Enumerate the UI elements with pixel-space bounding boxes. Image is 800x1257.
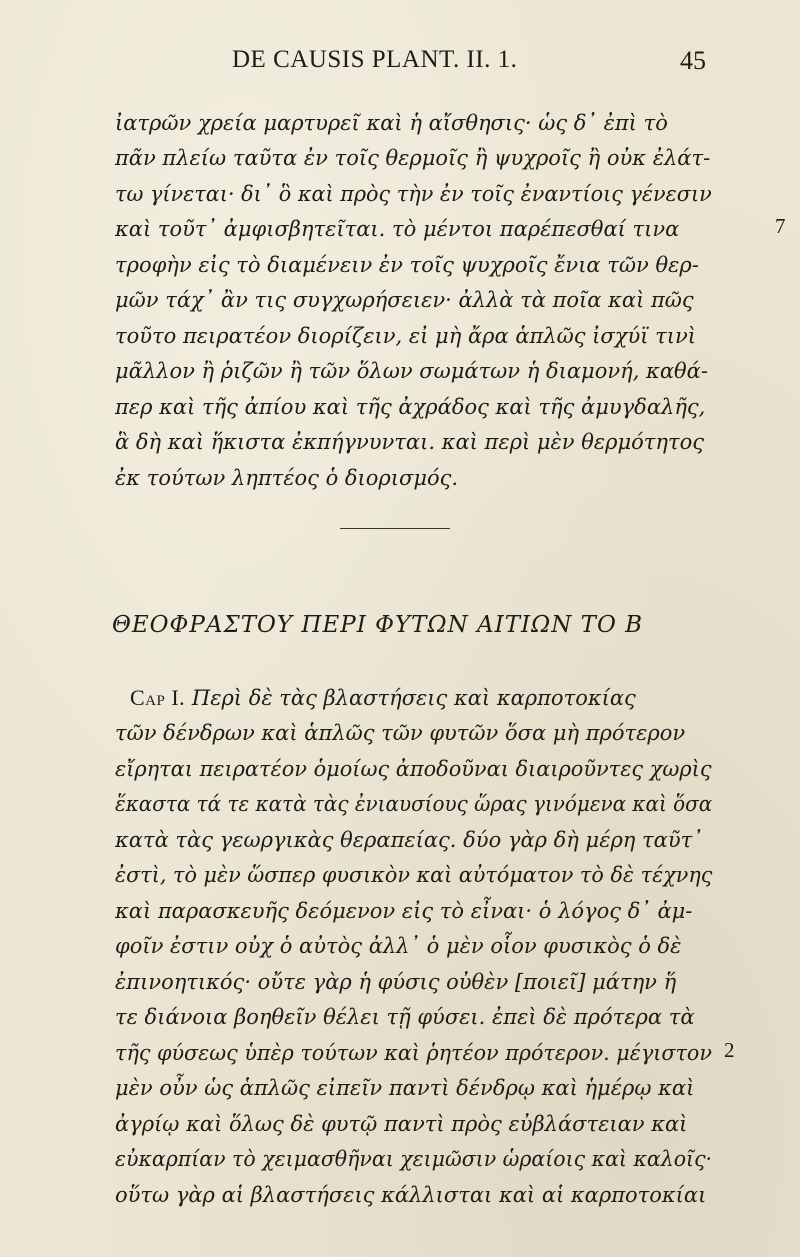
text-line: οὕτω γὰρ αἱ βλαστήσεις κάλλισται καὶ αἱ καρποτοκίαι: [115, 1183, 707, 1207]
text-line: καὶ τοῦτ᾽ ἀμφισβητεῖται. τὸ μέντοι παρέπεσθαί τινα: [115, 217, 680, 241]
text-line: εὐκαρπίαν τὸ χειμασθῆναι χειμῶσιν ὡραίοις καὶ καλοῖς·: [115, 1147, 713, 1171]
text-line: φοῖν ἐστιν οὐχ ὁ αὐτὸς ἀλλ᾽ ὁ μὲν οἷον φυσικὸς ὁ δὲ: [115, 934, 682, 958]
text-line: μῶν τάχ᾽ ἂν τις συγχωρήσειεν· ἀλλὰ τὰ ποῖα καὶ πῶς: [115, 288, 694, 312]
text-line: εἴρηται πειρατέον ὁμοίως ἀποδοῦναι διαιροῦντες χωρὶς: [115, 757, 712, 781]
text-line: κατὰ τὰς γεωργικὰς θεραπείας. δύο γὰρ δὴ μέρη ταῦτ᾽: [115, 828, 703, 852]
margin-section-number: 2: [724, 1038, 735, 1062]
text-line: πᾶν πλείω ταῦτα ἐν τοῖς θερμοῖς ἢ ψυχροῖς ἢ οὐκ ἐλάτ-: [115, 146, 711, 170]
text-line: καὶ παρασκευῆς δεόμενον εἰς τὸ εἶναι· ὁ λόγος δ᾽ ἀμ-: [115, 899, 693, 923]
text-line: τε διάνοια βοηθεῖν θέλει τῇ φύσει. ἐπεὶ δὲ πρότερα τὰ: [115, 1005, 695, 1029]
text-line: τῆς φύσεως ὑπὲρ τούτων καὶ ῥητέον πρότερον. μέγιστον: [115, 1041, 712, 1065]
text-line: Περὶ δὲ τὰς βλαστήσεις καὶ καρποτοκίας: [191, 686, 636, 710]
text-line: ἐπινοητικός· οὔτε γὰρ ἡ φύσις οὐθὲν [ποιεῖ] μάτην ἥ: [115, 970, 677, 994]
text-line: ἰατρῶν χρεία μαρτυρεῖ καὶ ἡ αἴσθησις· ὡς δ᾽ ἐπὶ τὸ: [115, 111, 668, 135]
text-line: ἐστὶ, τὸ μὲν ὥσπερ φυσικὸν καὶ αὐτόματον τὸ δὲ τέχνης: [115, 863, 713, 887]
text-line: μᾶλλον ἢ ῥιζῶν ἢ τῶν ὅλων σωμάτων ἡ διαμονή, καθά-: [115, 359, 708, 383]
text-line: τοῦτο πειρατέον διορίζειν, εἰ μὴ ἄρα ἁπλῶς ἰσχύϊ τινὶ: [115, 324, 697, 348]
margin-section-number: 7: [775, 214, 786, 238]
section-heading: ΘΕΟΦΡΑΣΤΟΥ ΠΕΡΙ ΦΥΤΩΝ ΑΙΤΙΩΝ ΤΟ Β: [112, 612, 644, 638]
text-line: ἕκαστα τά τε κατὰ τὰς ἐνιαυσίους ὥρας γινόμενα καὶ ὅσα: [115, 792, 713, 816]
text-line: τω γίνεται· δι᾽ ὃ καὶ πρὸς τὴν ἐν τοῖς ἐναντίοις γένεσιν: [115, 182, 712, 206]
chapter-label: Cap I.: [130, 685, 186, 710]
page-number: 45: [680, 46, 706, 75]
text-line: μὲν οὖν ὡς ἁπλῶς εἰπεῖν παντὶ δένδρῳ καὶ ἡμέρῳ καὶ: [115, 1076, 695, 1100]
text-line: ἀγρίῳ καὶ ὅλως δὲ φυτῷ παντὶ πρὸς εὐβλάστειαν καὶ: [115, 1112, 688, 1136]
text-line: περ καὶ τῆς ἀπίου καὶ τῆς ἀχράδος καὶ τῆς ἀμυγδαλῆς,: [115, 395, 706, 419]
text-line: τῶν δένδρων καὶ ἁπλῶς τῶν φυτῶν ὅσα μὴ πρότερον: [115, 721, 686, 745]
running-head: [0, 46, 800, 80]
text-line: ἃ δὴ καὶ ἥκιστα ἐκπήγνυνται. καὶ περὶ μὲν θερμότητος: [115, 430, 704, 454]
text-line: ἐκ τούτων ληπτέος ὁ διορισμός.: [115, 466, 459, 490]
running-title: DE CAUSIS PLANT. II. 1.: [232, 46, 518, 73]
text-line: τροφὴν εἰς τὸ διαμένειν ἐν τοῖς ψυχροῖς ἔνια τῶν θερ-: [115, 253, 699, 277]
chapter-first-line: [130, 684, 636, 714]
section-divider: [340, 528, 450, 529]
